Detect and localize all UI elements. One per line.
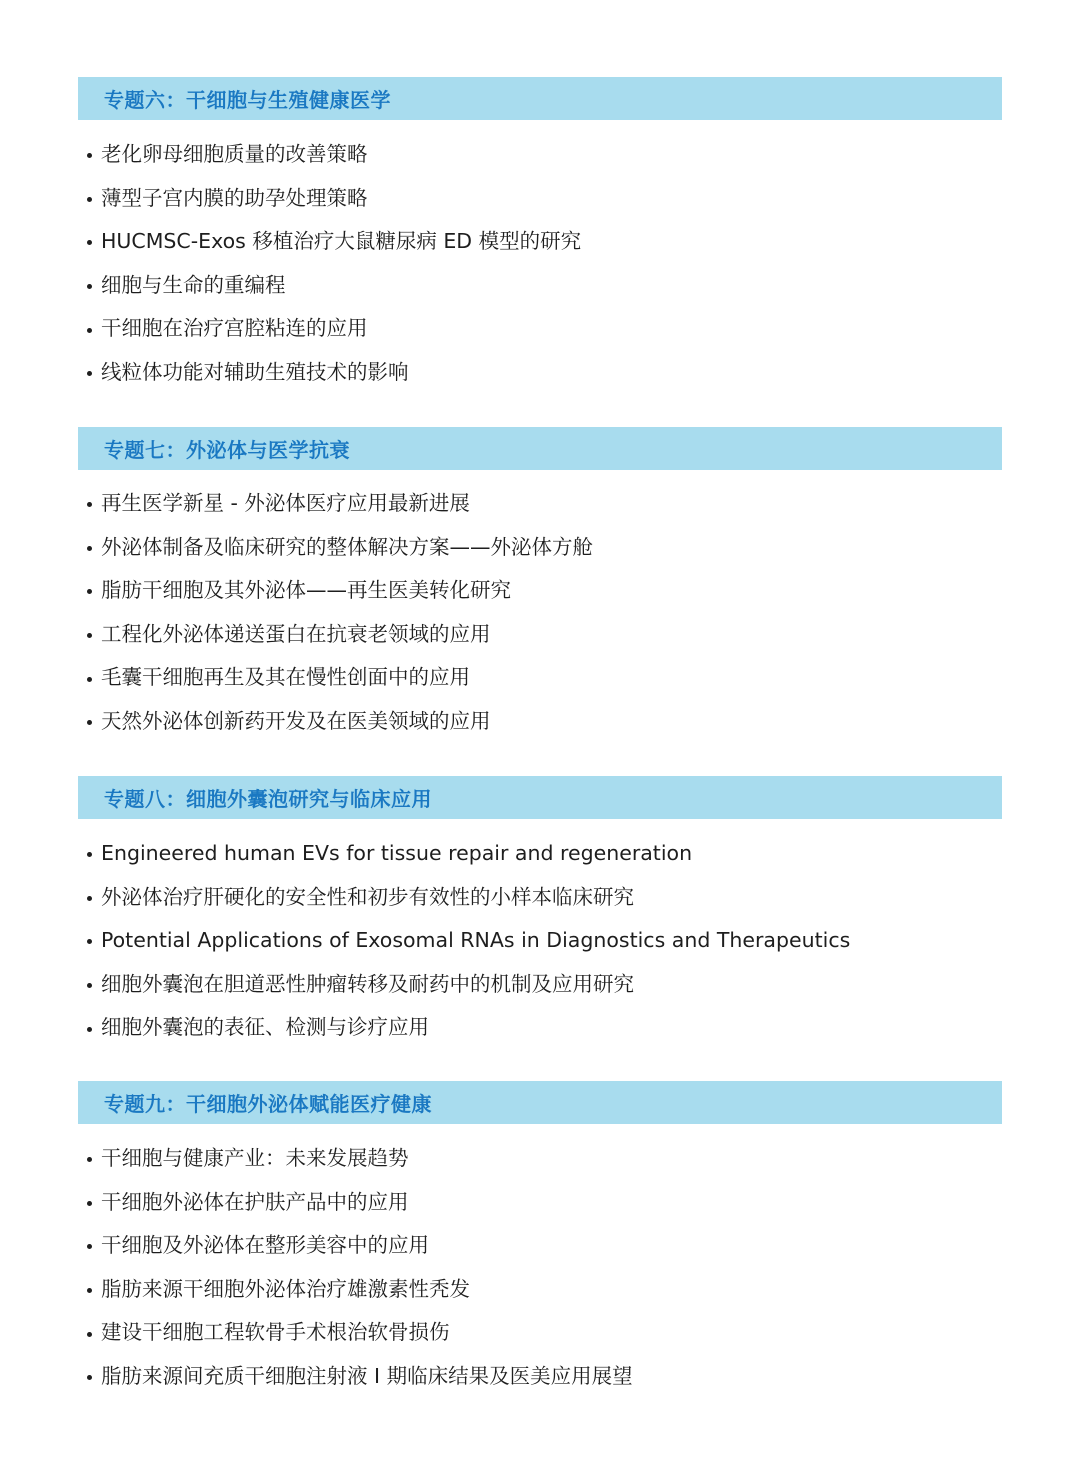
section-6-list <box>87 133 581 395</box>
bullet-icon <box>87 589 92 594</box>
bullet-icon <box>87 983 92 988</box>
bullet-icon <box>87 284 92 289</box>
bullet-icon <box>87 240 92 245</box>
list-item: 薄型子宫内膜的助孕处理策略 <box>87 177 581 221</box>
section-9-list <box>87 1137 633 1399</box>
list-item: 天然外泌体创新药开发及在医美领域的应用 <box>87 700 593 744</box>
bullet-icon <box>87 502 92 507</box>
list-item: 工程化外泌体递送蛋白在抗衰老领域的应用 <box>87 613 593 657</box>
bullet-icon <box>87 1375 92 1380</box>
list-item: 干细胞外泌体在护肤产品中的应用 <box>87 1181 633 1225</box>
bullet-icon <box>87 896 92 901</box>
section-8-list <box>87 832 850 1050</box>
list-item: HUCMSC-Exos 移植治疗大鼠糖尿病 ED 模型的研究 <box>87 220 581 264</box>
bullet-icon <box>87 1201 92 1206</box>
bullet-icon <box>87 1157 92 1162</box>
bullet-icon <box>87 1027 92 1032</box>
list-item: Potential Applications of Exosomal RNAs in Diagnostics and Therapeutics <box>87 919 850 963</box>
bullet-icon <box>87 153 92 158</box>
section-6-title: 专题六：干细胞与生殖健康医学 <box>104 88 391 112</box>
section-8-header <box>78 776 1002 819</box>
list-item: 细胞外囊泡在胆道恶性肿瘤转移及耐药中的机制及应用研究 <box>87 963 850 1007</box>
list-item: 脂肪干细胞及其外泌体——再生医美转化研究 <box>87 569 593 613</box>
bullet-icon <box>87 1332 92 1337</box>
list-item: 脂肪来源干细胞外泌体治疗雄激素性秃发 <box>87 1268 633 1312</box>
list-item: 脂肪来源间充质干细胞注射液 I 期临床结果及医美应用展望 <box>87 1355 633 1399</box>
list-item: 干细胞与健康产业：未来发展趋势 <box>87 1137 633 1181</box>
bullet-icon <box>87 677 92 682</box>
list-item: 细胞与生命的重编程 <box>87 264 581 308</box>
bullet-icon <box>87 1244 92 1249</box>
list-item: 再生医学新星 - 外泌体医疗应用最新进展 <box>87 482 593 526</box>
list-item: 干细胞在治疗宫腔粘连的应用 <box>87 307 581 351</box>
bullet-icon <box>87 197 92 202</box>
section-9-header <box>78 1081 1002 1124</box>
section-7-header <box>78 427 1002 470</box>
list-item: 外泌体制备及临床研究的整体解决方案——外泌体方舱 <box>87 526 593 570</box>
section-7-list <box>87 482 593 744</box>
section-6-header <box>78 77 1002 120</box>
bullet-icon <box>87 939 92 944</box>
bullet-icon <box>87 852 92 857</box>
bullet-icon <box>87 1288 92 1293</box>
list-item: Engineered human EVs for tissue repair and regeneration <box>87 832 850 876</box>
list-item: 线粒体功能对辅助生殖技术的影响 <box>87 351 581 395</box>
section-7-title: 专题七：外泌体与医学抗衰 <box>104 438 350 462</box>
list-item: 建设干细胞工程软骨手术根治软骨损伤 <box>87 1311 633 1355</box>
section-9-title: 专题九：干细胞外泌体赋能医疗健康 <box>104 1092 432 1116</box>
list-item: 老化卵母细胞质量的改善策略 <box>87 133 581 177</box>
bullet-icon <box>87 633 92 638</box>
list-item: 外泌体治疗肝硬化的安全性和初步有效性的小样本临床研究 <box>87 876 850 920</box>
bullet-icon <box>87 328 92 333</box>
section-8-title: 专题八：细胞外囊泡研究与临床应用 <box>104 787 432 811</box>
list-item: 细胞外囊泡的表征、检测与诊疗应用 <box>87 1006 850 1050</box>
bullet-icon <box>87 371 92 376</box>
list-item: 干细胞及外泌体在整形美容中的应用 <box>87 1224 633 1268</box>
bullet-icon <box>87 720 92 725</box>
bullet-icon <box>87 546 92 551</box>
list-item: 毛囊干细胞再生及其在慢性创面中的应用 <box>87 656 593 700</box>
